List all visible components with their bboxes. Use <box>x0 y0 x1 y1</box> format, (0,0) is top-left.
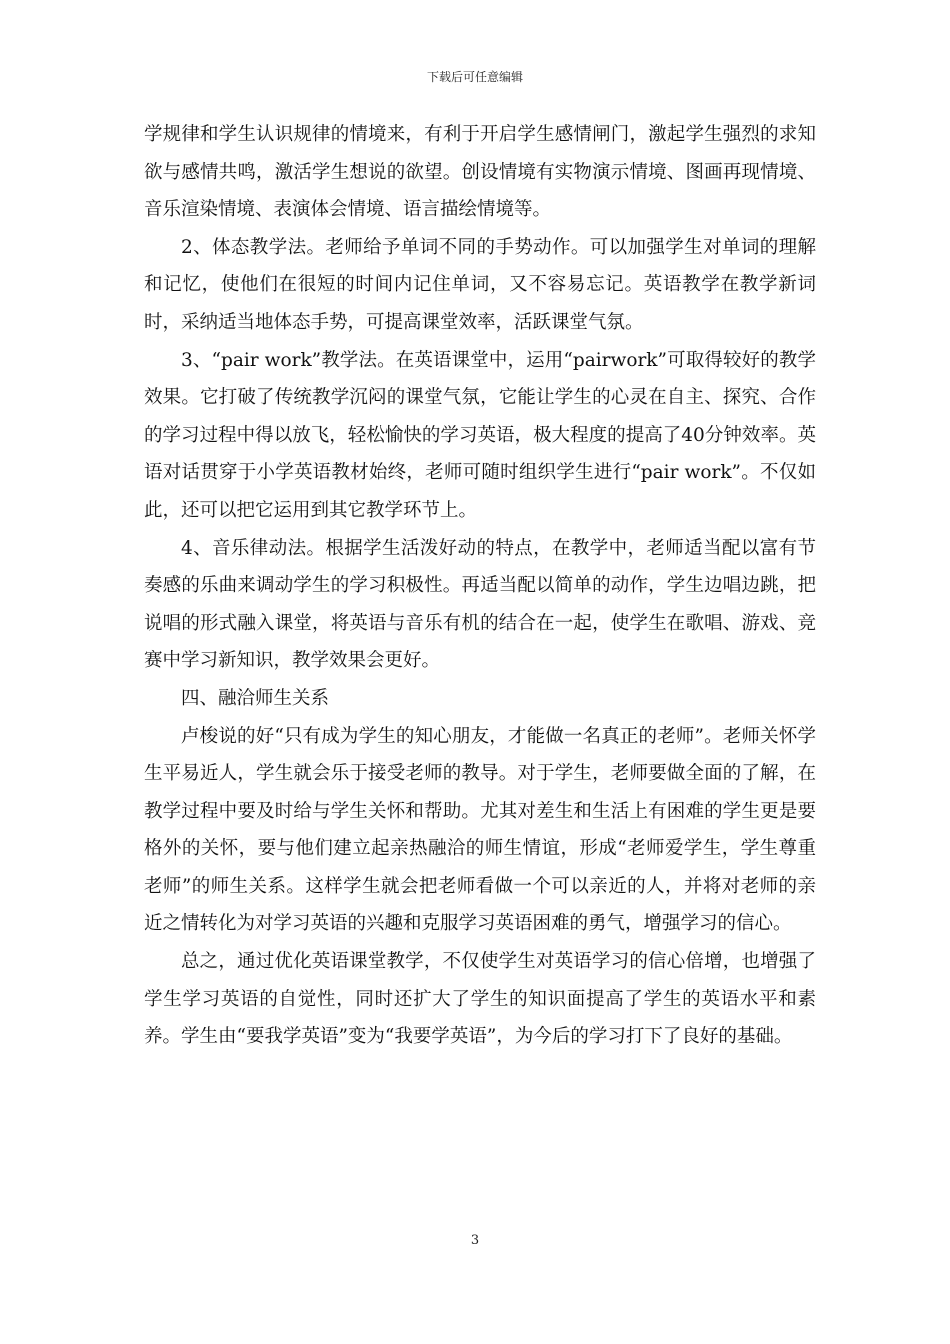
paragraph-4: 4、音乐律动法。根据学生活泼好动的特点，在教学中，老师适当配以富有节奏感的乐曲来调动学生的学习积极性。再适当配以简单的动作，学生边唱边跳，把说唱的形式融入课堂，将英语与音乐有机的结合在一起，使学生在歌唱、游戏、竞赛中学习新知识，教学效果会更好。 <box>144 537 816 672</box>
paragraph-2: 2、体态教学法。老师给予单词不同的手势动作。可以加强学生对单词的理解和记忆，使他们在很短的时间内记住单词，又不容易忘记。英语教学在教学新词时，采纳适当地体态手势，可提高课堂效率，活跃课堂气氛。 <box>144 236 816 333</box>
paragraph-5: 卢梭说的好“只有成为学生的知心朋友，才能做一名真正的老师”。老师关怀学生平易近人，学生就会乐于接受老师的教导。对于学生，老师要做全面的了解，在教学过程中要及时给与学生关怀和帮助。尤其对差生和生活上有困难的学生更是要格外的关怀，要与他们建立起亲热融洽的师生情谊，形成“老师爱学生，学生尊重老师”的师生关系。这样学生就会把老师看做一个可以亲近的人，并将对老师的亲近之情转化为对学习英语的兴趣和克服学习英语困难的勇气，增强学习的信心。 <box>144 725 816 935</box>
paragraph-1: 学规律和学生认识规律的情境来，有利于开启学生感情闸门，激起学生强烈的求知欲与感情共鸣，激活学生想说的欲望。创设情境有实物演示情境、图画再现情境、音乐渲染情境、表演体会情境、语言描绘情境等。 <box>144 124 816 221</box>
page-number: 3 <box>470 1233 480 1248</box>
header-note: 下载后可任意编辑 <box>426 70 523 84</box>
body-text <box>144 116 816 1056</box>
section-heading: 四、融洽师生关系 <box>181 687 330 709</box>
paragraph-3: 3、“pair work”教学法。在英语课堂中，运用“pairwork”可取得较好的教学效果。它打破了传统教学沉闷的课堂气氛，它能让学生的心灵在自主、探究、合作的学习过程中得以放飞，轻松愉快的学习英语，极大程度的提高了40分钟效率。英语对话贯穿于小学英语教材始终，老师可随时组织学生进行“pair work”。不仅如此，还可以把它运用到其它教学环节上。 <box>144 349 816 521</box>
paragraph-6: 总之，通过优化英语课堂教学，不仅使学生对英语学习的信心倍增，也增强了学生学习英语的自觉性，同时还扩大了学生的知识面提高了学生的英语水平和素养。学生由“要我学英语”变为“我要学英语”，为今后的学习打下了良好的基础。 <box>144 951 816 1048</box>
